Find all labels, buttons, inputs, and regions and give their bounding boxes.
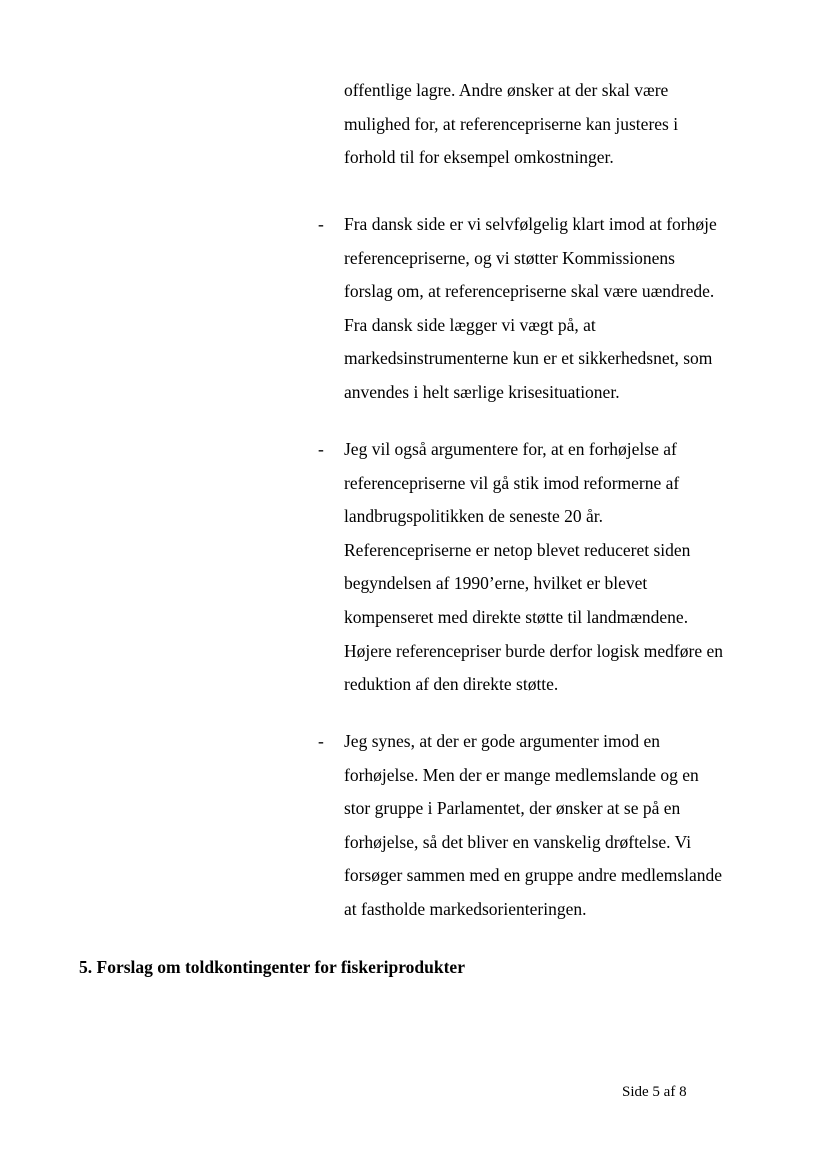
section-heading: 5. Forslag om toldkontingenter for fiskeriprodukter <box>79 957 465 977</box>
bullet-line: forhøjelse, så det bliver en vanskelig drøftelse. Vi <box>344 831 692 852</box>
bullet-line: forslag om, at referencepriserne skal være uændrede. <box>344 281 715 302</box>
bullet-line: forsøger sammen med en gruppe andre medlemslande <box>344 865 723 886</box>
bullet-line: kompenseret med direkte støtte til landmændene. <box>344 606 689 627</box>
bullet-line: stor gruppe i Parlamentet, der ønsker at se på en <box>344 798 681 819</box>
bullet-text <box>344 433 784 702</box>
bullet-line: Højere referencepriser burde derfor logisk medføre en <box>344 640 723 661</box>
bullet-line: begyndelsen af 1990’erne, hvilket er blevet <box>344 573 648 594</box>
bullet-line: referencepriserne vil gå stik imod reformerne af <box>344 472 680 493</box>
bullet-line: anvendes i helt særlige krisesituationer. <box>344 381 620 402</box>
bullet-line: landbrugspolitikken de seneste 20 år. <box>344 506 604 527</box>
continuation-paragraph <box>344 74 784 175</box>
bullet-line: markedsinstrumenterne kun er et sikkerhedsnet, som <box>344 348 713 369</box>
bullet-text <box>344 725 784 927</box>
bullet-line: at fastholde markedsorienteringen. <box>344 898 587 919</box>
bullet-marker: - <box>318 731 324 751</box>
bullet-text <box>344 208 784 410</box>
bullet-marker: - <box>318 439 324 459</box>
bullet-line: reduktion af den direkte støtte. <box>344 674 559 695</box>
bullet-line: referencepriserne, og vi støtter Kommissionens <box>344 247 675 268</box>
bullet-line: forhøjelse. Men der er mange medlemslande og en <box>344 764 699 785</box>
bullet-line: Referencepriserne er netop blevet reduceret siden <box>344 539 691 560</box>
bullet-marker: - <box>318 214 324 234</box>
paragraph-line: forhold til for eksempel omkostninger. <box>344 147 614 168</box>
bullet-line: Fra dansk side lægger vi vægt på, at <box>344 314 596 335</box>
bullet-line: Fra dansk side er vi selvfølgelig klart imod at forhøje <box>344 214 717 234</box>
bullet-line: Jeg synes, at der er gode argumenter imod en <box>344 731 661 751</box>
paragraph-line: mulighed for, at referencepriserne kan justeres i <box>344 113 679 134</box>
bullet-line: Jeg vil også argumentere for, at en forhøjelse af <box>344 439 677 459</box>
page-number: Side 5 af 8 <box>622 1084 687 1100</box>
paragraph-line: offentlige lagre. Andre ønsker at der skal være <box>344 80 669 100</box>
